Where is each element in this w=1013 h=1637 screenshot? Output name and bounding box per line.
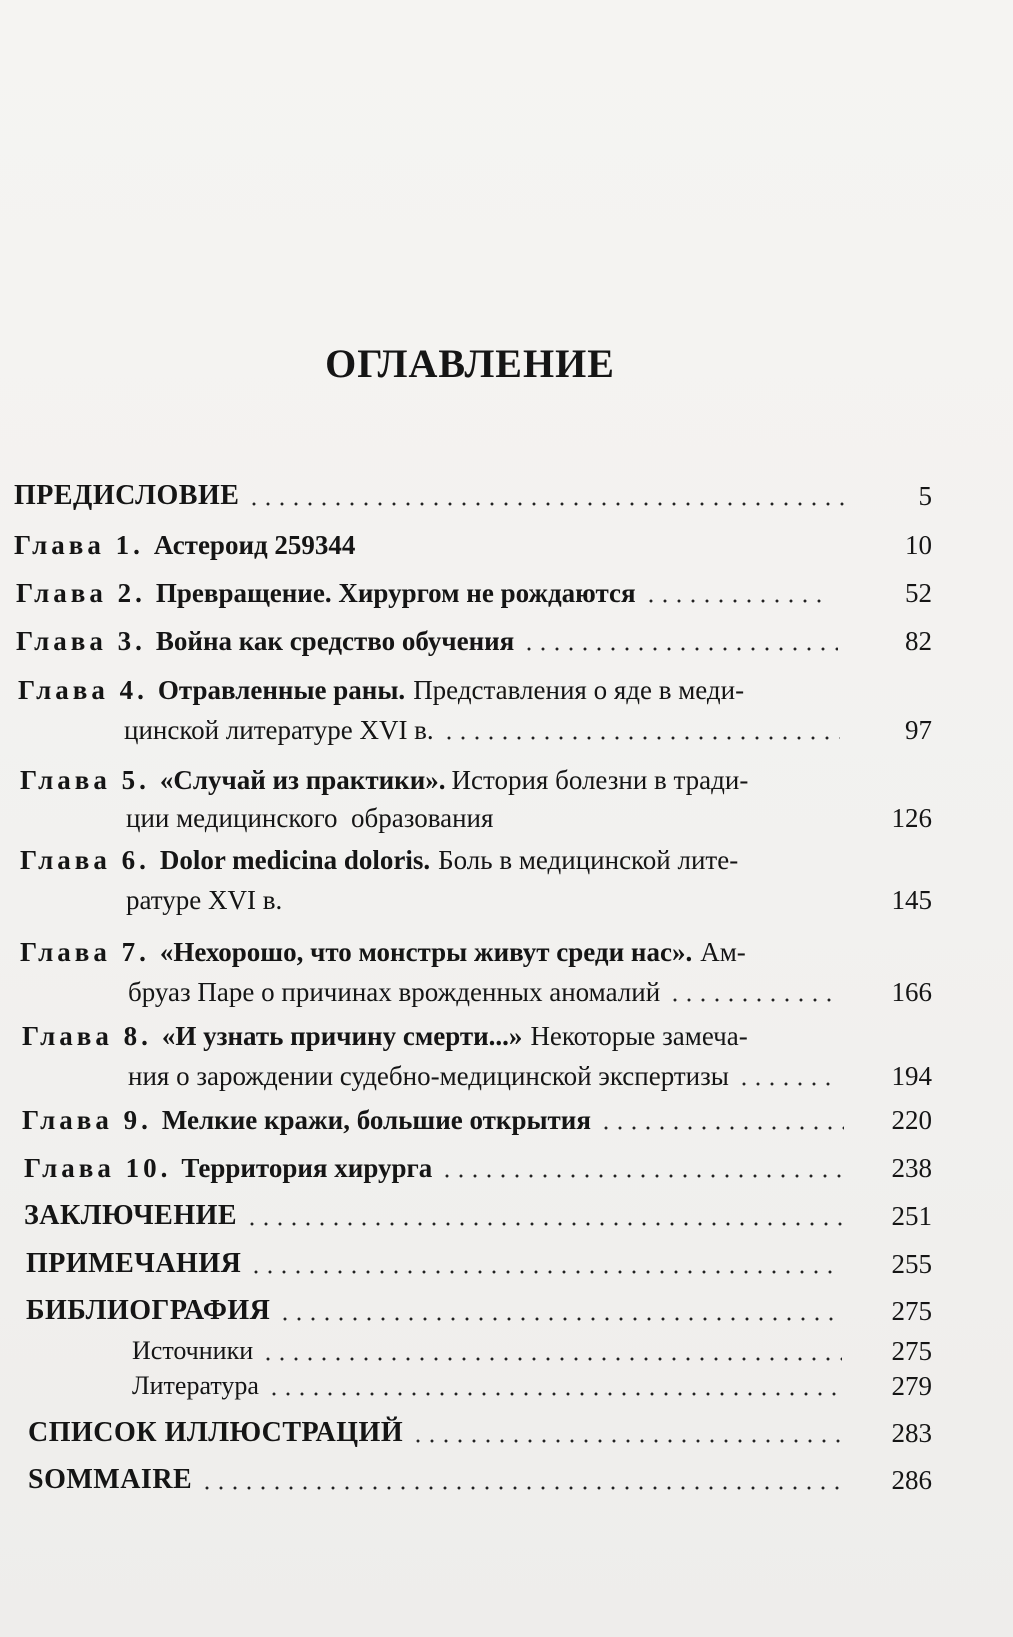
chapter-label: Глава 5. (20, 765, 150, 795)
page-number: 52 (905, 578, 932, 608)
chapter-subtitle: ратуре XVI в. (126, 885, 283, 915)
toc-entry-chapter-5-cont (126, 800, 606, 836)
toc-entry-sommaire[interactable] (28, 1462, 850, 1498)
chapter-title: Война как средство обучения (155, 626, 515, 656)
chapter-title: Территория хирурга (181, 1153, 433, 1183)
dot-leader (261, 1357, 842, 1361)
chapter-title: «Случай из практики». (159, 765, 446, 795)
chapter-label: Глава 6. (20, 845, 150, 875)
toc-entry-chapter-5[interactable] (20, 762, 850, 798)
toc-entry-chapter-4-cont (124, 712, 848, 748)
toc-entry-chapter-4[interactable] (18, 672, 848, 708)
dot-leader (278, 1317, 842, 1321)
toc-entry-chapter-7-cont (128, 974, 844, 1010)
chapter-title: Астероид 259344 (153, 530, 356, 560)
toc-entry-preface[interactable] (14, 478, 854, 514)
toc-entry-chapter-6[interactable] (20, 842, 850, 878)
chapter-title: «И узнать причину смерти...» (161, 1021, 523, 1051)
toc-entry-notes[interactable] (26, 1246, 850, 1282)
chapter-subtitle: ции медицинского образования (126, 803, 494, 833)
chapter-title: «Нехорошо, что монстры живут среди нас». (159, 937, 693, 967)
chapter-title: Превращение. Хирургом не рождаются (155, 578, 636, 608)
toc-entry-chapter-3[interactable] (16, 623, 846, 659)
page-number: 238 (891, 1153, 932, 1183)
dot-leader (668, 998, 836, 1002)
entry-label: СПИСОК ИЛЛЮСТРАЦИЙ (28, 1417, 404, 1448)
entry-label: ЗАКЛЮЧЕНИЕ (24, 1200, 238, 1231)
entry-label: БИБЛИОГРАФИЯ (26, 1295, 271, 1326)
chapter-label: Глава 9. (22, 1105, 152, 1135)
page-number: 283 (891, 1418, 932, 1448)
page-number: 286 (891, 1465, 932, 1495)
chapter-subtitle: цинской литературе XVI в. (124, 715, 434, 745)
page-number: 5 (918, 481, 932, 511)
toc-entry-chapter-8-cont (128, 1058, 848, 1094)
chapter-subtitle: Представления о яде в меди- (413, 675, 745, 705)
dot-leader (249, 1270, 842, 1274)
page-number: 194 (891, 1061, 932, 1091)
dot-leader (440, 1174, 842, 1178)
chapter-subtitle: бруаз Паре о причинах врожденных аномалий (128, 977, 661, 1007)
page-number: 166 (891, 977, 932, 1007)
toc-entry-bibliography[interactable] (26, 1293, 850, 1329)
chapter-label: Глава 4. (18, 675, 148, 705)
page-number: 97 (905, 715, 932, 745)
dot-leader (644, 599, 828, 603)
dot-leader (267, 1392, 842, 1396)
dot-leader (245, 1222, 842, 1226)
toc-entry-chapter-8[interactable] (22, 1018, 852, 1054)
toc-entry-literature[interactable] (132, 1368, 850, 1404)
dot-leader (411, 1439, 842, 1443)
chapter-label: Глава 7. (20, 937, 150, 967)
toc-entry-chapter-1[interactable] (14, 527, 834, 563)
chapter-subtitle: Боль в медицинской лите- (438, 845, 739, 875)
dot-leader (522, 647, 838, 651)
entry-label: SOMMAIRE (28, 1464, 193, 1495)
toc-entry-chapter-9[interactable] (22, 1102, 852, 1138)
dot-leader (737, 1082, 840, 1086)
entry-label: ПРИМЕЧАНИЯ (26, 1248, 242, 1279)
dot-leader (200, 1486, 842, 1490)
chapter-label: Глава 10. (24, 1153, 172, 1183)
page-number: 10 (905, 530, 932, 560)
toc-entry-illustrations[interactable] (28, 1415, 850, 1451)
toc-entry-sources[interactable] (132, 1333, 850, 1369)
page-number: 255 (891, 1249, 932, 1279)
page-number: 126 (891, 803, 932, 833)
chapter-label: Глава 2. (16, 578, 146, 608)
page-number: 251 (891, 1201, 932, 1231)
dot-leader (599, 1126, 844, 1130)
chapter-subtitle: ния о зарождении судебно-медицинской экспертизы (128, 1061, 729, 1091)
chapter-title: Мелкие кражи, большие открытия (161, 1105, 591, 1135)
entry-label: ПРЕДИСЛОВИЕ (14, 480, 240, 511)
chapter-subtitle: Некоторые замеча- (530, 1021, 748, 1051)
toc-entry-conclusion[interactable] (24, 1198, 850, 1234)
chapter-label: Глава 3. (16, 626, 146, 656)
chapter-label: Глава 1. (14, 530, 144, 560)
entry-label: Источники (132, 1336, 254, 1365)
page-number: 275 (891, 1336, 932, 1366)
dot-leader (247, 502, 846, 506)
chapter-subtitle: Ам- (700, 937, 746, 967)
chapter-title: Отравленные раны. (157, 675, 406, 705)
toc-entry-chapter-2[interactable] (16, 575, 836, 611)
chapter-subtitle: История болезни в тради- (451, 765, 749, 795)
dot-leader (442, 736, 840, 740)
chapter-label: Глава 8. (22, 1021, 152, 1051)
page-number: 275 (891, 1296, 932, 1326)
toc-entry-chapter-6-cont (126, 882, 426, 918)
page-number: 220 (891, 1105, 932, 1135)
toc-entry-chapter-10[interactable] (24, 1150, 850, 1186)
page-number: 82 (905, 626, 932, 656)
page-number: 145 (891, 885, 932, 915)
entry-label: Литература (132, 1371, 259, 1400)
chapter-title: Dolor medicina doloris. (159, 845, 431, 875)
toc-entry-chapter-7[interactable] (20, 934, 850, 970)
toc-title: ОГЛАВЛЕНИЕ (325, 341, 615, 386)
page-number: 279 (891, 1371, 932, 1401)
